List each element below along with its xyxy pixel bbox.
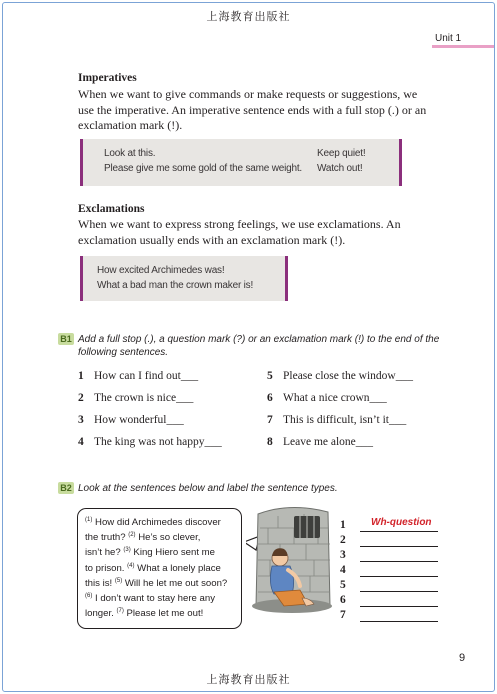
label-answer: Wh-question [371, 517, 432, 528]
imperatives-text: When we want to give commands or make requests or suggestions, we use the imperative. An imperative sentence ends with a full stop (.) or an exclamation mark (!). [78, 87, 427, 132]
unit-label: Unit 1 [435, 33, 462, 44]
b1-item: 7 This is difficult, isn’t it___ [267, 414, 407, 426]
label-row[interactable]: 6 [340, 594, 440, 609]
example-right-2: Watch out! [317, 163, 363, 174]
b1-item: 1 How can I find out___ [78, 370, 199, 382]
example-right-1: Keep quiet! [317, 148, 366, 159]
publisher-footer: 上海教育出版社 [206, 673, 291, 686]
b1-item: 5 Please close the window___ [267, 370, 413, 382]
b1-item: 6 What a nice crown___ [267, 392, 387, 404]
example-left-1: Look at this. [104, 148, 156, 159]
label-row[interactable]: 4 [340, 564, 440, 579]
page-number: 9 [459, 652, 466, 664]
b1-item: 4 The king was not happy___ [78, 436, 222, 448]
b1-item: 2 The crown is nice___ [78, 392, 194, 404]
imperatives-title: Imperatives [78, 72, 137, 84]
imperatives-examples-box [80, 139, 402, 186]
exercise-b1-badge: B1 [58, 333, 74, 345]
exclamation-example-2: What a bad man the crown maker is! [97, 280, 254, 291]
prisoner-illustration [244, 506, 336, 616]
label-row[interactable]: 2 [340, 534, 440, 549]
publisher-header: 上海教育出版社 [206, 10, 291, 23]
exercise-b2-badge: B2 [58, 482, 74, 494]
example-left-2: Please give me some gold of the same weight. [104, 163, 302, 174]
speech-bubble: $^{(1)}$ How did Archimedes discover the truth? $^{(2)}$ He’s so clever, isn’t he? $^{(3)}$ King Hiero sent me to prison. $^{(4)}$ What a lonely place this is! $^{(5)}$ Will he let me out soon? $^{(6)}$ I don’t want to stay here any longer. $^{(7)}$ Please let me out! [77, 508, 242, 629]
label-row: 1 Wh-question [340, 519, 440, 534]
label-row[interactable]: 7 [340, 609, 440, 624]
exercise-b1-instruction: Add a full stop (.), a question mark (?) or an exclamation mark (!) to the end of the following sentences. [78, 334, 440, 358]
exercise-b2-instruction: Look at the sentences below and label the sentence types. [78, 483, 338, 494]
unit-accent-bar [432, 45, 494, 48]
exclamations-text: When we want to express strong feelings, we use exclamations. An exclamation usually ends with an exclamation mark (!). [78, 217, 401, 247]
exclamations-examples-box [80, 256, 288, 301]
exclamation-example-1: How excited Archimedes was! [97, 265, 225, 276]
exclamations-title: Exclamations [78, 203, 145, 215]
label-row[interactable]: 3 [340, 549, 440, 564]
b1-item: 8 Leave me alone___ [267, 436, 374, 448]
b1-item: 3 How wonderful___ [78, 414, 184, 426]
label-row[interactable]: 5 [340, 579, 440, 594]
